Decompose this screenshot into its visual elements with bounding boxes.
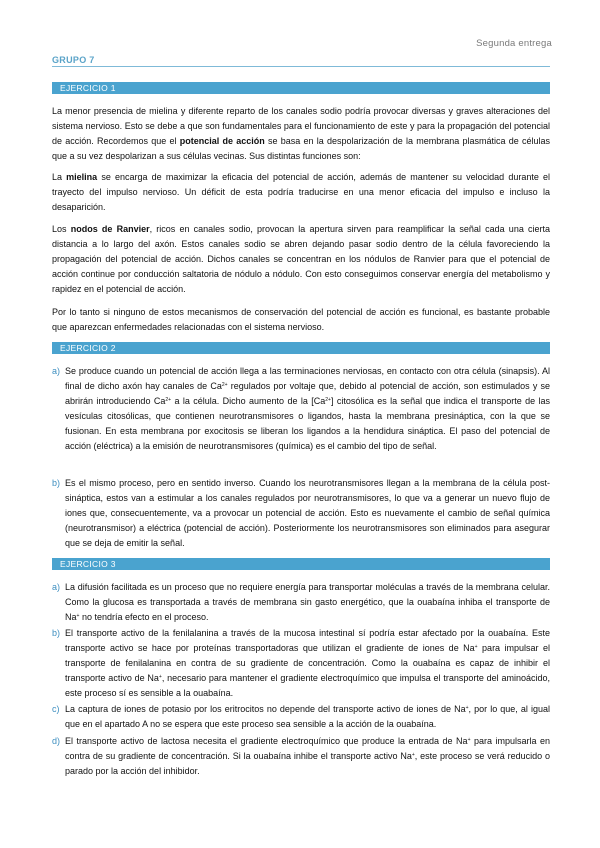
item-marker: a) xyxy=(52,366,61,376)
item-marker: c) xyxy=(52,704,60,714)
document-header-label: Segunda entrega xyxy=(476,38,552,49)
item-text: El transporte activo de la fenilalanina a través de la mucosa intestinal sí podría estar afectado por la ouabaína. Este transporte activo se hace por proteínas transportadoras que utilizan el gradiente de iones de Na+ para impulsar el transporte de fenilalanina en contra de su gradiente de concentración. Como la ouabaína es capaz de inhibir el transporte activo de Na+, necesario para mantener el gradiente electroquímico que impulsa el transporte del aminoácido, este proceso sí es sensible a la ouabaína. xyxy=(65,628,550,698)
item-marker: b) xyxy=(52,628,61,638)
item-marker: a) xyxy=(52,582,61,592)
ex1-paragraph-2: La mielina se encarga de maximizar la eficacia del potencial de acción, además de mantener su velocidad durante el trayecto del impulso nervioso. Un déficit de esta podría traducirse en una menor eficacia del impulso e incluso la desaparición. xyxy=(52,172,550,212)
ex3-item-c xyxy=(52,702,550,732)
ex1-paragraph-1: La menor presencia de mielina y diferente reparto de los canales sodio podría provocar diversas y graves alteraciones del sistema nervioso. Esto se debe a que son fundamentales para el funcionamiento de este y para la propagación del potencial de acción. Recordemos que el potencial de acción se basa en la despolarización de la membrana plasmática de células que a su vez despolarizan a sus células vecinas. Sus distintas funciones son: xyxy=(52,106,550,161)
item-text: Se produce cuando un potencial de acción llega a las terminaciones nerviosas, en contacto con otra célula (sinapsis). Al final de dicho axón hay canales de $Ca^{2+}$ regulados por voltaje que, debido al potencial de acción, son estimulados y se abrirán introduciendo $Ca^{2+}$ a la célula. Dicho aumento de la $[Ca^{2+}]$ citosólica es la señal que indica el transporte de las vesículas citosólicas, que contienen neurotransmisores o ligandos, hasta la membrana presináptica, con la que se fusionan. En esta membrana por exocitosis se liberan los ligandos a la hendidura sináptica. El paso del potencial de acción (eléctrica) a la emisión de neurotransmisores (química) es el cambio del tipo de señal. xyxy=(65,366,550,451)
ex3-item-b xyxy=(52,626,550,701)
ex1-paragraph-4: Por lo tanto si ninguno de estos mecanismos de conservación del potencial de acción es funcional, es bastante probable que aparezcan enfermedades relacionadas con el sistema nervioso. xyxy=(52,307,550,332)
item-marker: b) xyxy=(52,478,61,488)
item-text: La captura de iones de potasio por los eritrocitos no depende del transporte activo de iones de Na+, por lo que, al igual que en el apartado A no se espera que este proceso sea sensible a la acción de la ouabaína. xyxy=(65,704,550,729)
item-marker: d) xyxy=(52,736,61,746)
item-text: La difusión facilitada es un proceso que no requiere energía para transportar moléculas a través de la membrana celular. Como la glucosa es transportada a través de membrana sin gasto energético, que la ouabaína inhiba el transporte de Na+ no tendría efecto en el proceso. xyxy=(65,582,550,622)
ex2-item-a xyxy=(52,364,550,454)
ex3-item-a xyxy=(52,580,550,625)
exercise-2-heading: EJERCICIO 2 xyxy=(52,342,550,354)
exercise-1-heading: EJERCICIO 1 xyxy=(52,82,550,94)
ex1-paragraph-3: Los nodos de Ranvier, ricos en canales sodio, provocan la apertura sirven para reamplificar la señal cada una cierta distancia a lo largo del axón. Estos canales sodio se abren dejando pasar sodio dentro de la célula favoreciendo la propagación del potencial de acción. Dichos canales se concentran en los nódulos de Ranvier para que el potencial de acción continue por conducción saltatoria de nódulo a nódulo. Con esto conseguimos conservar energía del metabolismo y rapidez en el potencial de acción. xyxy=(52,224,551,294)
group-heading: GRUPO 7 xyxy=(52,55,550,67)
ex2-item-b xyxy=(52,476,550,551)
item-text: Es el mismo proceso, pero en sentido inverso. Cuando los neurotransmisores llegan a la membrana de la célula post-sináptica, estos van a estimular a los canales regulados por neurotransmisores, lo que va a generar un nuevo flujo de iones que, consecuentemente, va a provocar un potencial de acción. Esto es nuevamente el cambio de señal química (neurotransmisor) a eléctrica (potencial de acción). Posteriormente los neurotransmisores son eliminados para asegurar que se deja de emitir la señal. xyxy=(65,478,550,548)
item-text: El transporte activo de lactosa necesita el gradiente electroquímico que produce la entrada de Na+ para impulsarla en contra de su gradiente de concentración. Si la ouabaína inhibe el transporte activo Na+, este proceso se verá reducido o parado por la acción del inhibidor. xyxy=(65,736,550,776)
ex3-item-d xyxy=(52,734,550,779)
exercise-3-heading: EJERCICIO 3 xyxy=(52,558,550,570)
